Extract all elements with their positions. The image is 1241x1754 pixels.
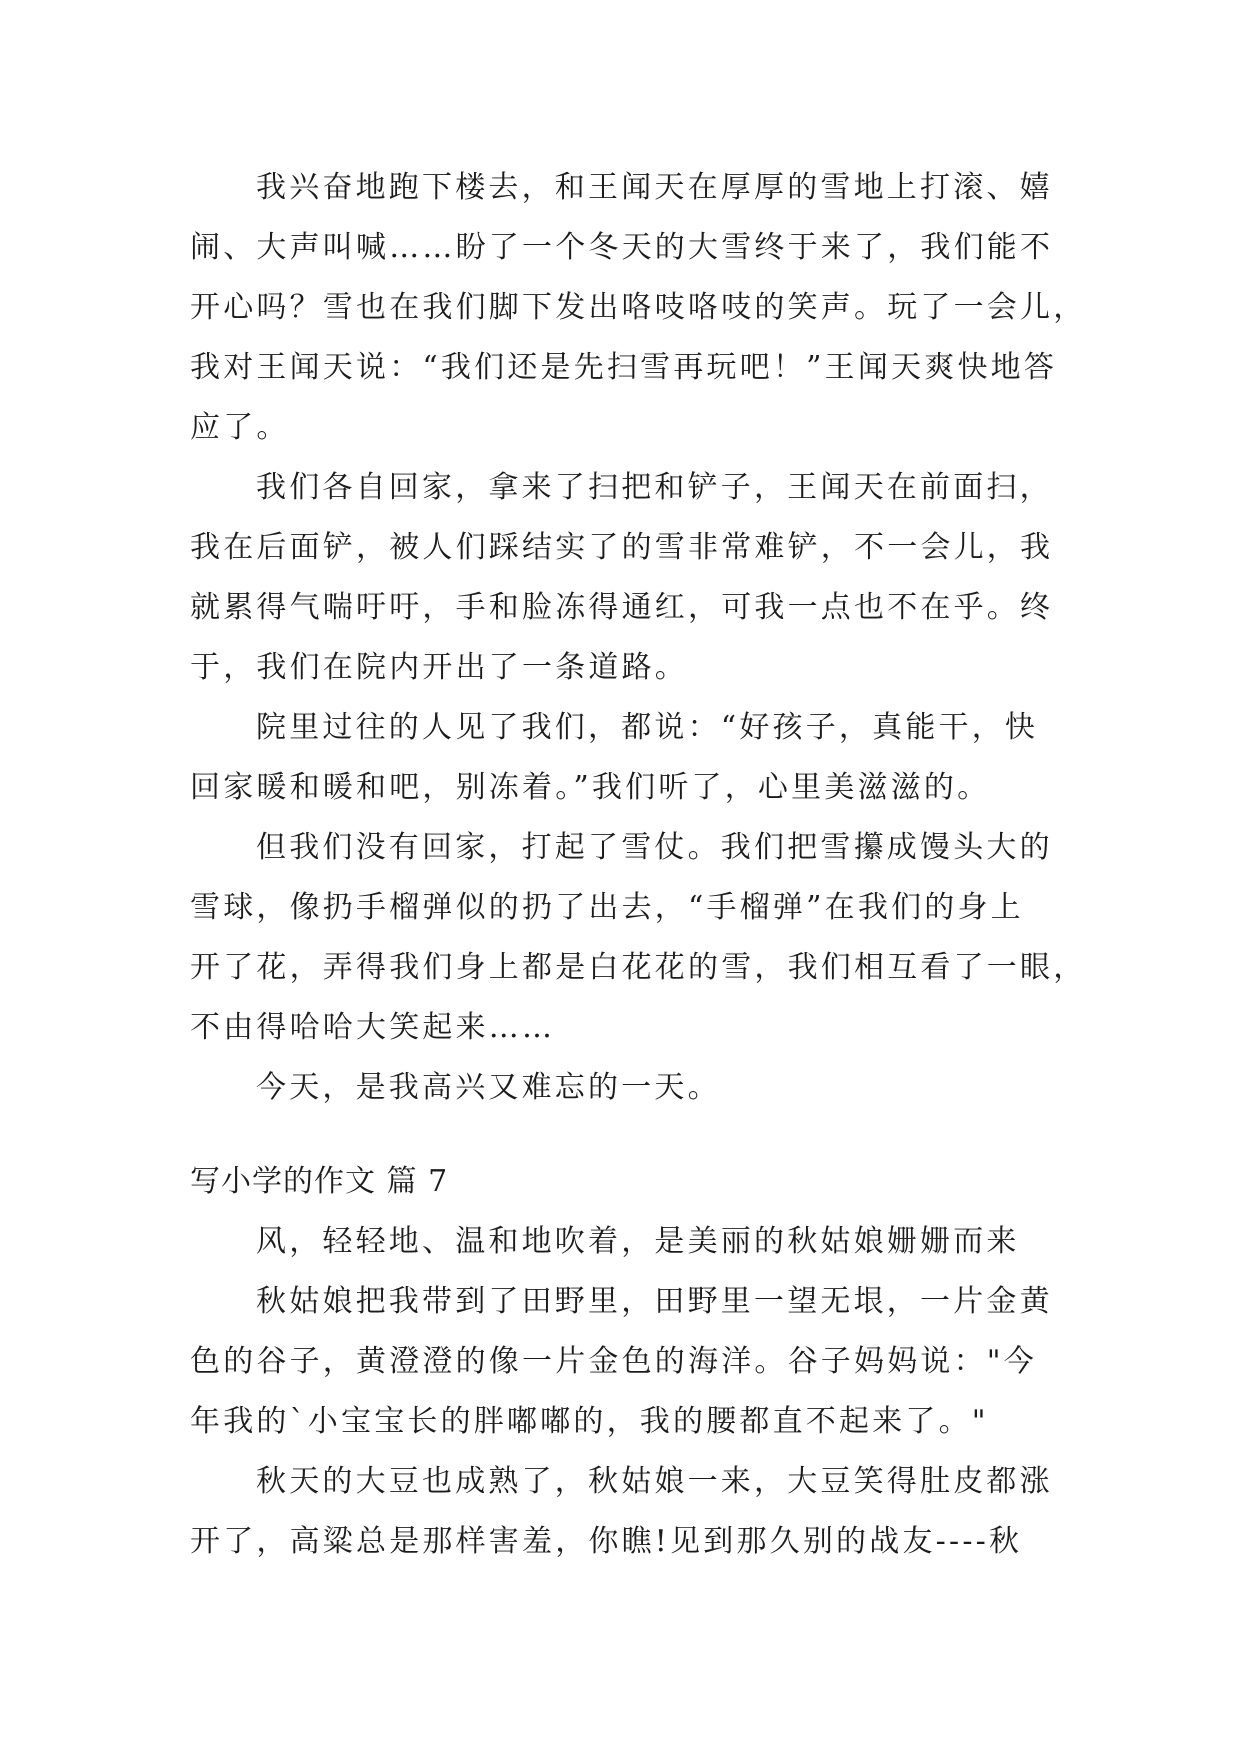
text-line: 我在后面铲，被人们踩结实了的雪非常难铲，不一会儿，我	[190, 530, 1054, 565]
text-line: 开了花，弄得我们身上都是白花花的雪，我们相互看了一眼，	[190, 950, 1087, 985]
text-line: 不由得哈哈大笑起来……	[190, 1010, 556, 1045]
text-line: 应了。	[190, 410, 290, 445]
paragraph	[190, 1212, 1070, 1272]
text-line: 闹、大声叫喊……盼了一个冬天的大雪终于来了，我们能不	[190, 230, 1054, 265]
text-line: 我对王闻天说：“我们还是先扫雪再玩吧！”王闻天爽快地答	[190, 350, 1058, 385]
text-line: 院里过往的人见了我们，都说：“好孩子，真能干，快	[256, 710, 1039, 745]
text-line: 我们各自回家，拿来了扫把和铲子，王闻天在前面扫，	[256, 470, 1053, 505]
text-line: 开心吗？雪也在我们脚下发出咯吱咯吱的笑声。玩了一会儿，	[190, 290, 1087, 325]
paragraph	[190, 1058, 1070, 1118]
paragraph	[190, 818, 1087, 1058]
text-line: 年我的`小宝宝长的胖嘟嘟的，我的腰都直不起来了。"	[190, 1404, 989, 1439]
text-line: 今天，是我高兴又难忘的一天。	[256, 1070, 721, 1105]
text-line: 回家暖和暖和吧，别冻着。”我们听了，心里美滋滋的。	[190, 770, 991, 805]
paragraph	[190, 158, 1087, 458]
text-line: 我兴奋地跑下楼去，和王闻天在厚厚的雪地上打滚、嬉	[256, 170, 1053, 205]
text-line: 雪球，像扔手榴弹似的扔了出去，“手榴弹”在我们的身上	[190, 890, 1024, 925]
section-heading: 写小学的作文 篇 7	[190, 1164, 449, 1199]
text-line: 风，轻轻地、温和地吹着，是美丽的秋姑娘姗姗而来	[256, 1224, 1020, 1259]
text-line: 于，我们在院内开出了一条道路。	[190, 650, 688, 685]
text-line: 但我们没有回家，打起了雪仗。我们把雪攥成馒头大的	[256, 830, 1053, 865]
text-line: 秋天的大豆也成熟了，秋姑娘一来，大豆笑得肚皮都涨	[256, 1464, 1053, 1499]
text-line: 色的谷子，黄澄澄的像一片金色的海洋。谷子妈妈说："今	[190, 1344, 1037, 1379]
text-line: 秋姑娘把我带到了田野里，田野里一望无垠，一片金黄	[256, 1284, 1053, 1319]
text-line: 开了，高粱总是那样害羞，你瞧!见到那久别的战友----秋	[190, 1524, 1023, 1559]
paragraph	[190, 1452, 1070, 1572]
text-line: 就累得气喘吁吁，手和脸冻得通红，可我一点也不在乎。终	[190, 590, 1054, 625]
paragraph	[190, 1272, 1070, 1452]
document-body	[190, 158, 1087, 1572]
paragraph	[190, 458, 1070, 698]
paragraph	[190, 698, 1070, 818]
section-gap	[190, 1118, 1070, 1152]
